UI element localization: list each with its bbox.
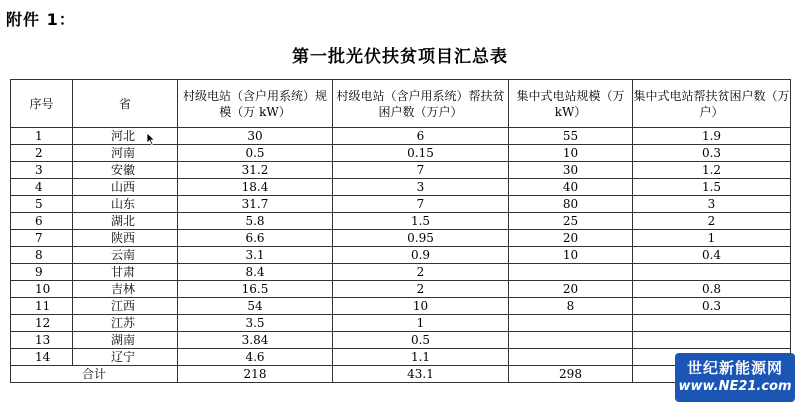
row-central-households: 0.4 [633, 247, 791, 264]
row-central-households: 0.8 [633, 281, 791, 298]
row-central-households: 2 [633, 213, 791, 230]
row-village-capacity: 5.8 [178, 213, 333, 230]
row-province: 云南 [73, 247, 178, 264]
row-central-capacity: 8 [509, 298, 633, 315]
row-province: 河北 [73, 128, 178, 145]
row-village-households: 0.5 [333, 332, 509, 349]
row-province: 湖南 [73, 332, 178, 349]
col-header-central-capacity: 集中式电站规模（万 kW） [509, 80, 633, 128]
row-village-capacity: 16.5 [178, 281, 333, 298]
row-village-households: 2 [333, 264, 509, 281]
row-village-households: 2 [333, 281, 509, 298]
row-province: 河南 [73, 145, 178, 162]
row-central-households: 1 [633, 230, 791, 247]
row-central-households [633, 315, 791, 332]
row-province: 辽宁 [73, 349, 178, 366]
header-row [11, 80, 791, 128]
row-central-capacity: 80 [509, 196, 633, 213]
col-header-village-capacity: 村级电站（含户用系统）规模（万 kW） [178, 80, 333, 128]
row-province: 江西 [73, 298, 178, 315]
row-province: 山西 [73, 179, 178, 196]
row-village-capacity: 0.5 [178, 145, 333, 162]
row-village-capacity: 3.5 [178, 315, 333, 332]
row-village-households: 0.15 [333, 145, 509, 162]
col-header-village-households: 村级电站（含户用系统）帮扶贫困户数（万户） [333, 80, 509, 128]
watermark-url: www.NE21.com [678, 379, 792, 394]
row-village-capacity: 4.6 [178, 349, 333, 366]
summary-table [10, 79, 791, 383]
row-central-households: 0.3 [633, 298, 791, 315]
row-index: 3 [11, 162, 73, 179]
row-central-households: 3 [633, 196, 791, 213]
row-index: 4 [11, 179, 73, 196]
table-row [11, 230, 791, 247]
row-village-households: 0.9 [333, 247, 509, 264]
row-village-households: 10 [333, 298, 509, 315]
row-central-households: 1.5 [633, 179, 791, 196]
row-central-capacity: 20 [509, 230, 633, 247]
row-central-capacity: 25 [509, 213, 633, 230]
col-header-province: 省 [73, 80, 178, 128]
total-central-capacity: 298 [509, 366, 633, 383]
row-index: 13 [11, 332, 73, 349]
row-village-capacity: 8.4 [178, 264, 333, 281]
table-row [11, 213, 791, 230]
row-village-households: 1.1 [333, 349, 509, 366]
row-central-households: 1.2 [633, 162, 791, 179]
row-province: 吉林 [73, 281, 178, 298]
row-central-households [633, 264, 791, 281]
row-central-capacity [509, 349, 633, 366]
row-central-capacity: 40 [509, 179, 633, 196]
table-row [11, 264, 791, 281]
row-index: 14 [11, 349, 73, 366]
row-village-capacity: 6.6 [178, 230, 333, 247]
table-row [11, 247, 791, 264]
table-row [11, 162, 791, 179]
row-village-households: 7 [333, 196, 509, 213]
row-village-households: 7 [333, 162, 509, 179]
row-village-capacity: 18.4 [178, 179, 333, 196]
row-central-capacity [509, 264, 633, 281]
row-village-households: 1 [333, 315, 509, 332]
row-village-capacity: 3.84 [178, 332, 333, 349]
table-row [11, 349, 791, 366]
row-central-capacity: 10 [509, 247, 633, 264]
row-central-capacity [509, 332, 633, 349]
row-central-capacity: 20 [509, 281, 633, 298]
site-watermark [675, 353, 795, 402]
row-village-households: 1.5 [333, 213, 509, 230]
row-central-households: 0.3 [633, 145, 791, 162]
mouse-pointer-icon [146, 132, 156, 146]
row-index: 11 [11, 298, 73, 315]
row-village-capacity: 3.1 [178, 247, 333, 264]
row-village-households: 0.95 [333, 230, 509, 247]
watermark-name: 世纪新能源网 [686, 359, 783, 377]
table-row [11, 128, 791, 145]
table-row [11, 298, 791, 315]
row-central-capacity: 10 [509, 145, 633, 162]
row-index: 9 [11, 264, 73, 281]
attachment-label: 附件 1： [6, 10, 76, 29]
table-title: 第一批光伏扶贫项目汇总表 [292, 47, 508, 67]
row-province: 山东 [73, 196, 178, 213]
total-village-households: 43.1 [333, 366, 509, 383]
row-central-capacity: 30 [509, 162, 633, 179]
row-village-households: 6 [333, 128, 509, 145]
table-row [11, 315, 791, 332]
total-village-capacity: 218 [178, 366, 333, 383]
row-index: 1 [11, 128, 73, 145]
row-index: 12 [11, 315, 73, 332]
table-row [11, 281, 791, 298]
row-province: 甘肃 [73, 264, 178, 281]
row-province: 湖北 [73, 213, 178, 230]
row-index: 10 [11, 281, 73, 298]
table-row [11, 179, 791, 196]
row-central-capacity [509, 315, 633, 332]
row-central-households [633, 332, 791, 349]
row-province: 安徽 [73, 162, 178, 179]
total-label: 合计 [11, 366, 178, 383]
row-index: 8 [11, 247, 73, 264]
table-row [11, 145, 791, 162]
row-village-capacity: 31.7 [178, 196, 333, 213]
row-village-capacity: 54 [178, 298, 333, 315]
col-header-central-households: 集中式电站帮扶贫困户数（万户） [633, 80, 791, 128]
table-row [11, 332, 791, 349]
table-row [11, 196, 791, 213]
row-village-capacity: 31.2 [178, 162, 333, 179]
row-central-households: 1.9 [633, 128, 791, 145]
row-index: 2 [11, 145, 73, 162]
total-row [11, 366, 791, 383]
col-header-index: 序号 [11, 80, 73, 128]
row-index: 6 [11, 213, 73, 230]
row-village-capacity: 30 [178, 128, 333, 145]
row-central-capacity: 55 [509, 128, 633, 145]
row-index: 7 [11, 230, 73, 247]
row-province: 陕西 [73, 230, 178, 247]
row-index: 5 [11, 196, 73, 213]
row-village-households: 3 [333, 179, 509, 196]
row-province: 江苏 [73, 315, 178, 332]
